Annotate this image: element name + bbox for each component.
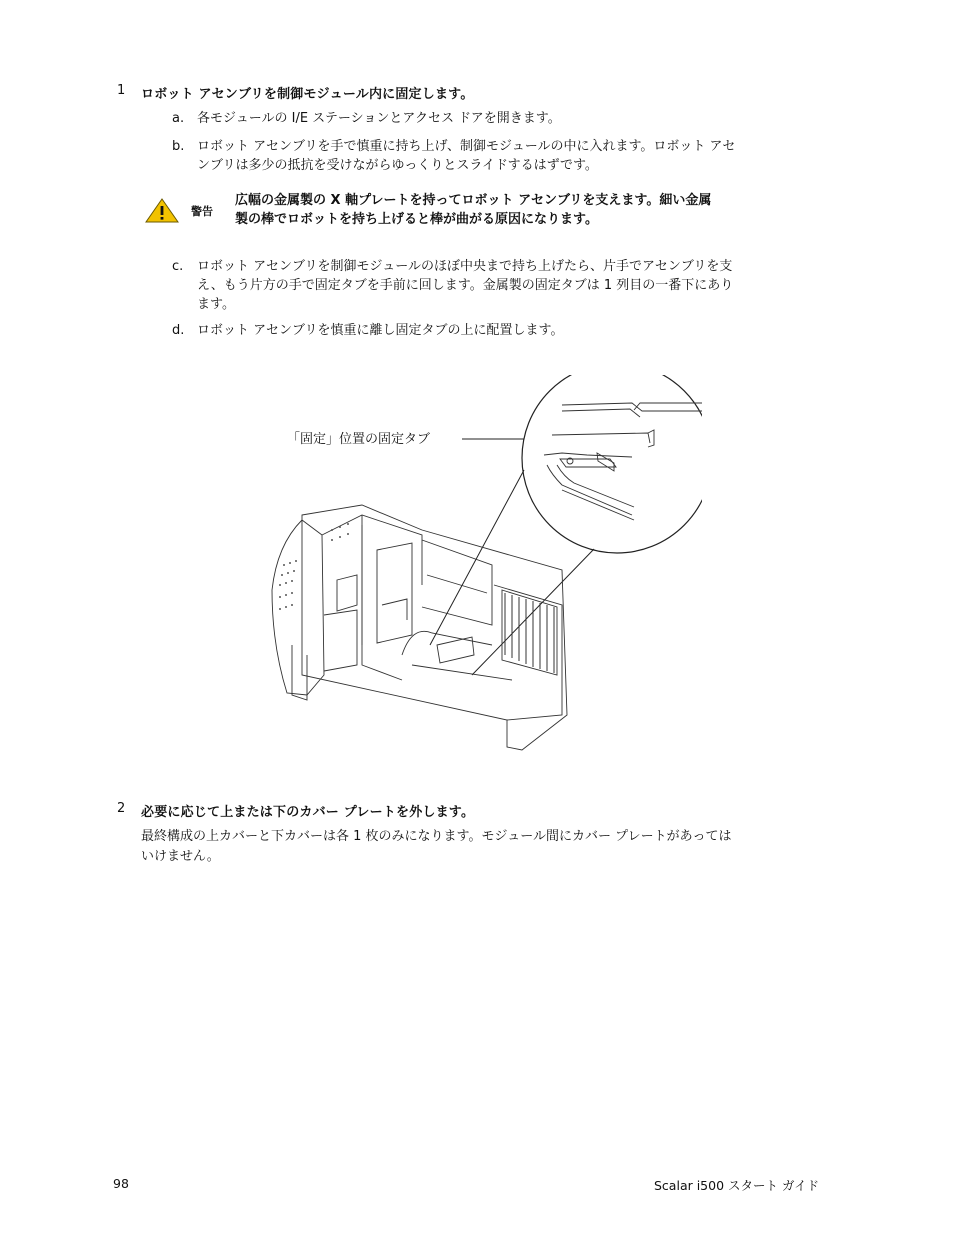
step-1-number: 1 xyxy=(117,83,126,98)
vent-slats xyxy=(505,593,554,673)
warning-label: 警告 xyxy=(191,205,213,218)
item-b-text xyxy=(197,137,735,175)
warning-text xyxy=(235,191,711,229)
figure-callout-label: 「固定」位置の固定タブ xyxy=(287,432,431,447)
item-d-marker: d. xyxy=(172,323,185,338)
item-a-line-1: 各モジュールの I/E ステーションとアクセス ドアを開きます。 xyxy=(197,111,561,126)
item-c-line-2: え、もう片方の手で固定タブを手前に回します。金属製の固定タブは 1 列目の一番下にあり xyxy=(197,278,734,293)
document-title: Scalar i500 スタート ガイド xyxy=(654,1178,820,1193)
item-d-line-1: ロボット アセンブリを慎重に離し固定タブの上に配置します。 xyxy=(197,323,564,338)
item-b-line-1: ロボット アセンブリを手で慎重に持ち上げ、制御モジュールの中に入れます。ロボット アセ xyxy=(197,139,736,154)
step-2-line-1: 最終構成の上カバーと下カバーは各 1 枚のみになります。モジュール間にカバー プレートがあっては xyxy=(141,829,732,844)
step-2-body xyxy=(141,827,731,867)
step-1-title: ロボット アセンブリを制御モジュール内に固定します。 xyxy=(141,87,474,102)
item-a-marker: a. xyxy=(172,111,185,126)
page-number: 98 xyxy=(113,1176,129,1191)
item-c-text xyxy=(197,257,733,314)
step-2-number: 2 xyxy=(117,801,126,816)
warning-line-2: 製の棒でロボットを持ち上げると棒が曲がる原因になります。 xyxy=(235,212,598,227)
warning-line-1: 広幅の金属製の X 軸プレートを持ってロボット アセンブリを支えます。細い金属 xyxy=(235,193,712,208)
step-2-line-2: いけません。 xyxy=(141,849,220,864)
item-b-line-2: ンブリは多少の抵抗を受けながらゆっくりとスライドするはずです。 xyxy=(197,158,598,173)
item-c-line-3: ます。 xyxy=(197,297,235,312)
item-c-marker: c. xyxy=(172,259,184,274)
step-2-title: 必要に応じて上または下のカバー プレートを外します。 xyxy=(141,805,475,820)
item-b-marker: b. xyxy=(172,139,185,154)
item-a-text xyxy=(197,109,561,128)
item-d-text xyxy=(197,321,563,340)
warning-icon xyxy=(144,198,180,224)
robot-assembly-illustration xyxy=(262,375,702,760)
item-c-line-1: ロボット アセンブリを制御モジュールのほぼ中央まで持ち上げたら、片手でアセンブリを支 xyxy=(197,259,733,274)
